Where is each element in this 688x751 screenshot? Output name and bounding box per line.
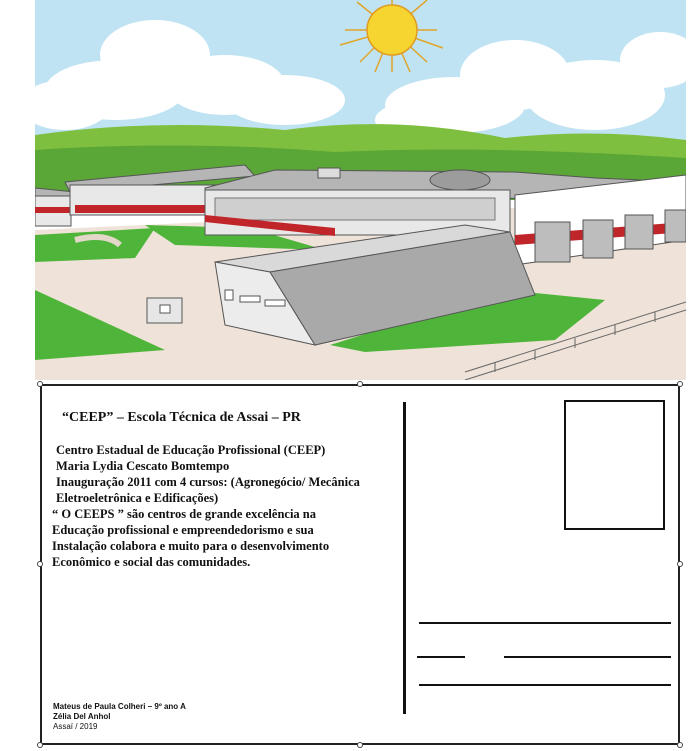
selection-handle-bottom-middle[interactable] bbox=[357, 742, 363, 748]
postcard-back bbox=[40, 384, 680, 745]
guard-house bbox=[147, 298, 182, 323]
left-building bbox=[35, 188, 75, 226]
postcard-title: “CEEP” – Escola Técnica de Assai – PR bbox=[62, 410, 301, 425]
selection-handle-top-left[interactable] bbox=[37, 381, 43, 387]
school-drawing bbox=[35, 0, 686, 380]
credit-teacher: Zélia Del Anhol bbox=[53, 712, 111, 721]
stamp-box bbox=[564, 400, 665, 530]
address-line-1 bbox=[419, 622, 671, 624]
address-line-3 bbox=[419, 684, 671, 686]
description-line-1: “ O CEEPS ” são centros de grande excelência na bbox=[52, 507, 316, 521]
description-line-2: Educação profissional e empreendedorismo e sua bbox=[52, 523, 314, 537]
credit-author: Mateus de Paula Colheri – 9º ano A bbox=[53, 702, 186, 711]
selection-handle-middle-right[interactable] bbox=[677, 561, 683, 567]
school-drawing-art bbox=[35, 0, 686, 380]
description-line-4: Econômico e social das comunidades. bbox=[52, 555, 251, 569]
description-line-3: Instalação colabora e muito para o desenvolvimento bbox=[52, 539, 330, 553]
selection-handle-middle-left[interactable] bbox=[37, 561, 43, 567]
selection-handle-bottom-right[interactable] bbox=[677, 742, 683, 748]
info-line-1: Centro Estadual de Educação Profissional (CEEP) bbox=[56, 443, 326, 457]
address-line-2b bbox=[504, 656, 671, 658]
info-line-4: Eletroeletrônica e Edificações) bbox=[56, 491, 219, 505]
selection-handle-bottom-left[interactable] bbox=[37, 742, 43, 748]
address-line-2a bbox=[417, 656, 465, 658]
postcard-divider bbox=[403, 402, 406, 714]
info-line-2: Maria Lydia Cescato Bomtempo bbox=[56, 459, 230, 473]
selection-handle-top-right[interactable] bbox=[677, 381, 683, 387]
selection-handle-top-middle[interactable] bbox=[357, 381, 363, 387]
credit-place-year: Assaí / 2019 bbox=[53, 722, 98, 731]
info-line-3: Inauguração 2011 com 4 cursos: (Agronegócio/ Mecânica bbox=[56, 475, 360, 489]
